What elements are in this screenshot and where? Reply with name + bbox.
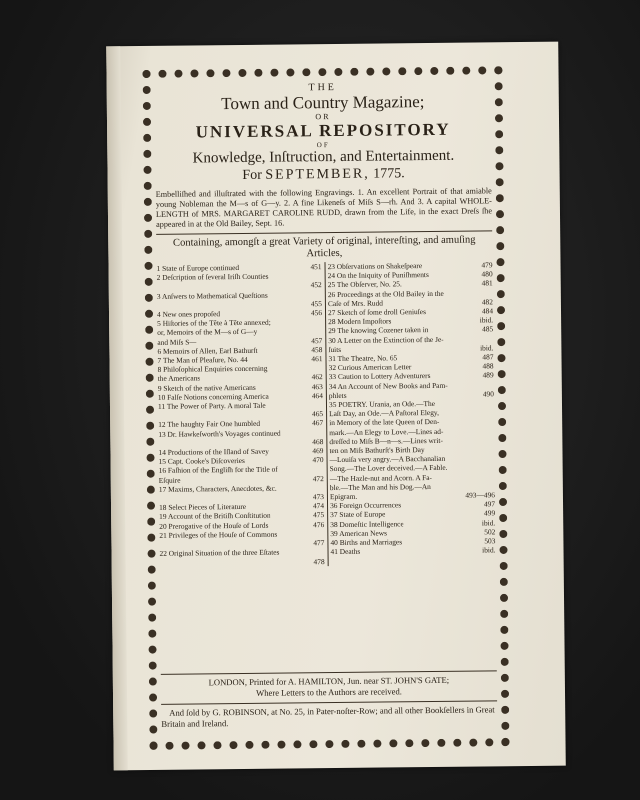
toc-entry-page: 452 bbox=[310, 280, 322, 290]
or-label: OR bbox=[315, 112, 331, 122]
containing-heading: Containing, amongſt a great Variety of original, intereſting, and amuſing Articles, bbox=[172, 234, 476, 260]
toc-entry-page: 487 bbox=[482, 352, 494, 362]
issue-for: For bbox=[242, 167, 262, 183]
toc-entry-title: 30 A Letter on the Extinction of the Je- bbox=[328, 334, 444, 345]
toc-entry-title: 5 Hiſtories of the Tête à Tête annexed; bbox=[157, 317, 271, 329]
magazine-page bbox=[106, 42, 566, 771]
toc-entry-title: 35 POETRY. Urania, an Ode.—The bbox=[328, 399, 436, 410]
embellishments-paragraph: Embelliſhed and illuſtrated with the following Engravings. 1. An excellent Portrait of that amiable young Nobleman the M—s of G—y. 2. A fine Likeneſs of Miſs S—rh. And 3. A capital WHOLE-LENGTH of MRS. MARGARET CAROLINE RUDD, drawn from the Life, in the exact Dreſs ſhe appeared in at the Old Bailey, Sept. 16. bbox=[155, 186, 493, 229]
toc-entry-title: in Memory of the late Queen of Den- bbox=[329, 417, 440, 428]
toc-entry-title: —Louiſa very angry.—A Bacchanalian bbox=[329, 454, 446, 465]
repository-title: UNIVERSAL REPOSITORY bbox=[195, 119, 451, 142]
toc-entry-title: mark.—An Elegy to Love.—Lines ad- bbox=[329, 426, 444, 437]
toc-entry-title: 11 The Power of Party. A moral Tale bbox=[157, 400, 266, 411]
toc-entry-title: 21 Privileges of the Houſe of Commons bbox=[159, 529, 278, 540]
toc-entry-title: —The Hazle-nut and Acorn. A Fa- bbox=[329, 472, 433, 483]
toc-entry-title: 23 Obſervations on Shakeſpeare bbox=[327, 261, 423, 272]
toc-entry-page: 503 bbox=[484, 536, 496, 546]
toc-entry-page: 474 bbox=[312, 501, 325, 511]
toc-entry-title: 20 Prerogative of the Houſe of Lords bbox=[159, 520, 269, 531]
toc-entry-page: 463 bbox=[311, 381, 323, 391]
toc-entry-title: 27 Sketch of ſome droll Geniuſes bbox=[327, 307, 426, 318]
toc-entry-title: 1 State of Europe continued bbox=[156, 263, 240, 273]
toc-entry-title: 8 Philoſophical Enquiries concerning bbox=[157, 363, 268, 375]
imprint bbox=[161, 666, 498, 730]
toc-entry-title: 38 Domeſtic Intelligence bbox=[330, 518, 404, 529]
toc-entry-title: phlets bbox=[328, 390, 347, 400]
toc-entry-title: 39 American News bbox=[330, 528, 388, 538]
ornamental-frame bbox=[142, 66, 509, 750]
toc-entry-title: 2 Deſcription of ſeveral Iriſh Counties bbox=[156, 271, 269, 283]
issue-date bbox=[155, 164, 491, 186]
imprint-line-3: And ſold by G. ROBINSON, at No. 25, in Pater-noſter-Row; and all other Bookſellers in Great Britain and Ireland. bbox=[161, 704, 495, 729]
toc-entry-page: 502 bbox=[484, 527, 496, 537]
toc-entry-page: 482 bbox=[481, 297, 493, 307]
toc-entry-page: ibid. bbox=[481, 518, 496, 528]
toc-entry-page: 475 bbox=[313, 510, 325, 520]
toc-entry-page: 469 bbox=[312, 446, 324, 456]
toc-entry-title: Caſe of Mrs. Rudd bbox=[327, 298, 383, 308]
toc-entry-title: 9 Sketch of the native Americans bbox=[157, 382, 256, 393]
toc-entry-title: 26 Proceedings at the Old Bailey in the bbox=[327, 288, 444, 299]
toc-entry-title: Laſt Day, an Ode.—A Paſtoral Elegy, bbox=[329, 408, 439, 419]
toc-entry-page: 478 bbox=[313, 556, 325, 566]
toc-entry-title: 28 Modern Impoſtors bbox=[328, 316, 392, 327]
toc-entry-page: 464 bbox=[311, 390, 323, 401]
toc-entry-title: the Americans bbox=[157, 373, 201, 384]
toc-entry-page: 481 bbox=[481, 278, 493, 288]
toc-entry-page: 455 bbox=[310, 298, 322, 309]
toc-entry-page: 472 bbox=[312, 473, 324, 483]
magazine-subtitle: Knowledge, Inſtruction, and Entertainment. bbox=[192, 147, 455, 167]
toc-entry-page: 467 bbox=[312, 418, 324, 428]
toc-entry-page: 484 bbox=[481, 306, 494, 316]
toc-entry-title: 4 New ones propoſed bbox=[156, 309, 221, 319]
toc-entry-page: 461 bbox=[311, 354, 323, 364]
toc-entry-page: 473 bbox=[312, 492, 324, 502]
toc-entry-page: 490 bbox=[482, 389, 494, 399]
toc-entry-title: Song.—The Lover deceived.—A Fable. bbox=[329, 463, 448, 474]
toc-entry-title: 24 On the Iniquity of Puniſhments bbox=[327, 270, 429, 281]
toc-entry-page: 458 bbox=[311, 344, 323, 355]
toc-entry-title: 25 The Obſerver, No. 25. bbox=[327, 279, 402, 290]
toc-entry-title: 17 Maxims, Characters, Anecdotes, &c. bbox=[158, 483, 277, 494]
toc-entry-title: 40 Births and Marriages bbox=[330, 537, 403, 548]
toc-right-column bbox=[327, 260, 495, 565]
toc-entry-title: 37 State of Europe bbox=[330, 509, 386, 520]
toc-entry-page: 479 bbox=[481, 260, 493, 270]
toc-entry-title: 10 Falſe Notions concerning America bbox=[157, 391, 269, 402]
toc-entry-page: 457 bbox=[311, 335, 323, 345]
toc-entry-page: ibid. bbox=[482, 545, 496, 555]
toc-entry-title: 7 The Man of Pleaſure, No. 44 bbox=[157, 354, 248, 365]
toc-entry-title: 15 Capt. Cooke's Diſcoveries bbox=[158, 456, 245, 467]
imprint-line-2: Where Letters to the Authors are received. bbox=[256, 686, 402, 698]
toc-entry-title: and Miſs S— bbox=[157, 337, 197, 347]
toc-entry-title: 36 Foreign Occurrences bbox=[329, 500, 402, 511]
toc-entry-title: 13 Dr. Hawkeſworth's Voyages continued bbox=[158, 428, 281, 439]
table-of-contents bbox=[157, 260, 496, 567]
toc-entry-title: 16 Faſhion of the Engliſh for the Title of bbox=[158, 465, 278, 476]
toc-entry-page: ibid. bbox=[479, 343, 494, 353]
toc-entry-page: 462 bbox=[311, 372, 323, 382]
toc-entry-page: 477 bbox=[313, 538, 325, 548]
toc-entry-title: 22 Original Situation of the three Eſtates bbox=[159, 547, 280, 559]
toc-entry-title: 31 The Theatre, No. 65 bbox=[328, 353, 398, 364]
toc-entry-page: 470 bbox=[312, 455, 324, 465]
toc-entry-title: 19 Account of the Britiſh Conſtitution bbox=[159, 511, 271, 522]
toc-entry-page: 451 bbox=[310, 262, 322, 272]
issue-year: 1775. bbox=[373, 166, 405, 182]
of-label: OF bbox=[316, 141, 330, 150]
toc-entry-page: 497 bbox=[483, 499, 496, 509]
toc-entry-page: 499 bbox=[483, 508, 496, 518]
toc-entry-title: ſuits bbox=[328, 344, 342, 354]
toc-entry-page: ibid. bbox=[479, 315, 494, 325]
toc-entry-title: Eſquire bbox=[158, 475, 181, 485]
toc-entry-title: 14 Productions of the Iſland of Savey bbox=[158, 446, 269, 457]
toc-entry-page: 489 bbox=[482, 370, 494, 380]
toc-entry-title: ten on Miſs Bathurſt's Birth Day bbox=[329, 445, 425, 456]
toc-entry-page: 480 bbox=[481, 269, 493, 279]
toc-entry bbox=[160, 557, 325, 568]
toc-entry-title: 6 Memoirs of Allen, Earl Bathurſt bbox=[157, 345, 258, 356]
issue-month: SEPTEMBER, bbox=[265, 166, 370, 183]
toc-entry-page: 493—496 bbox=[465, 490, 495, 500]
toc-entry-page: 488 bbox=[482, 361, 494, 371]
the-label: THE bbox=[308, 81, 337, 94]
toc-entry-page: 476 bbox=[313, 519, 325, 529]
magazine-title: Town and Country Magazine; bbox=[221, 92, 425, 114]
title-page-content bbox=[155, 80, 496, 567]
toc-entry-page: 468 bbox=[312, 436, 324, 447]
toc-entry-title: dreſſed to Miſs B—n—s.—Lines writ- bbox=[329, 435, 443, 446]
toc-entry-title: Epigram. bbox=[329, 491, 358, 502]
toc-entry-title: 32 Curious American Letter bbox=[328, 362, 412, 373]
toc-entry-title: 29 The knowing Cozener taken in bbox=[328, 325, 429, 336]
toc-left-column bbox=[157, 262, 329, 567]
toc-entry-title: 12 The haughty Fair One humbled bbox=[158, 419, 261, 430]
toc-entry-title: 33 Caution to Lottery Adventurers bbox=[328, 371, 431, 382]
toc-entry-title: or, Memoirs of the M—s of G—y bbox=[157, 327, 258, 338]
toc-entry-title: 34 An Account of New Books and Pam- bbox=[328, 380, 448, 391]
imprint-line-1: LONDON, Printed for A. HAMILTON, Jun. near ST. JOHN'S GATE; bbox=[208, 674, 450, 688]
toc-entry-page: 465 bbox=[311, 409, 324, 419]
toc-entry-page: 485 bbox=[482, 324, 494, 334]
toc-entry-title: ble.—The Man and his Dog.—An bbox=[329, 481, 431, 492]
toc-entry bbox=[330, 546, 495, 557]
toc-entry-title: 3 Anſwers to Mathematical Queſtions bbox=[156, 290, 268, 301]
toc-entry-title: 18 Select Pieces of Literature bbox=[159, 502, 247, 513]
toc-entry-page: 456 bbox=[310, 308, 323, 318]
toc-entry-title: 41 Deaths bbox=[330, 547, 361, 557]
